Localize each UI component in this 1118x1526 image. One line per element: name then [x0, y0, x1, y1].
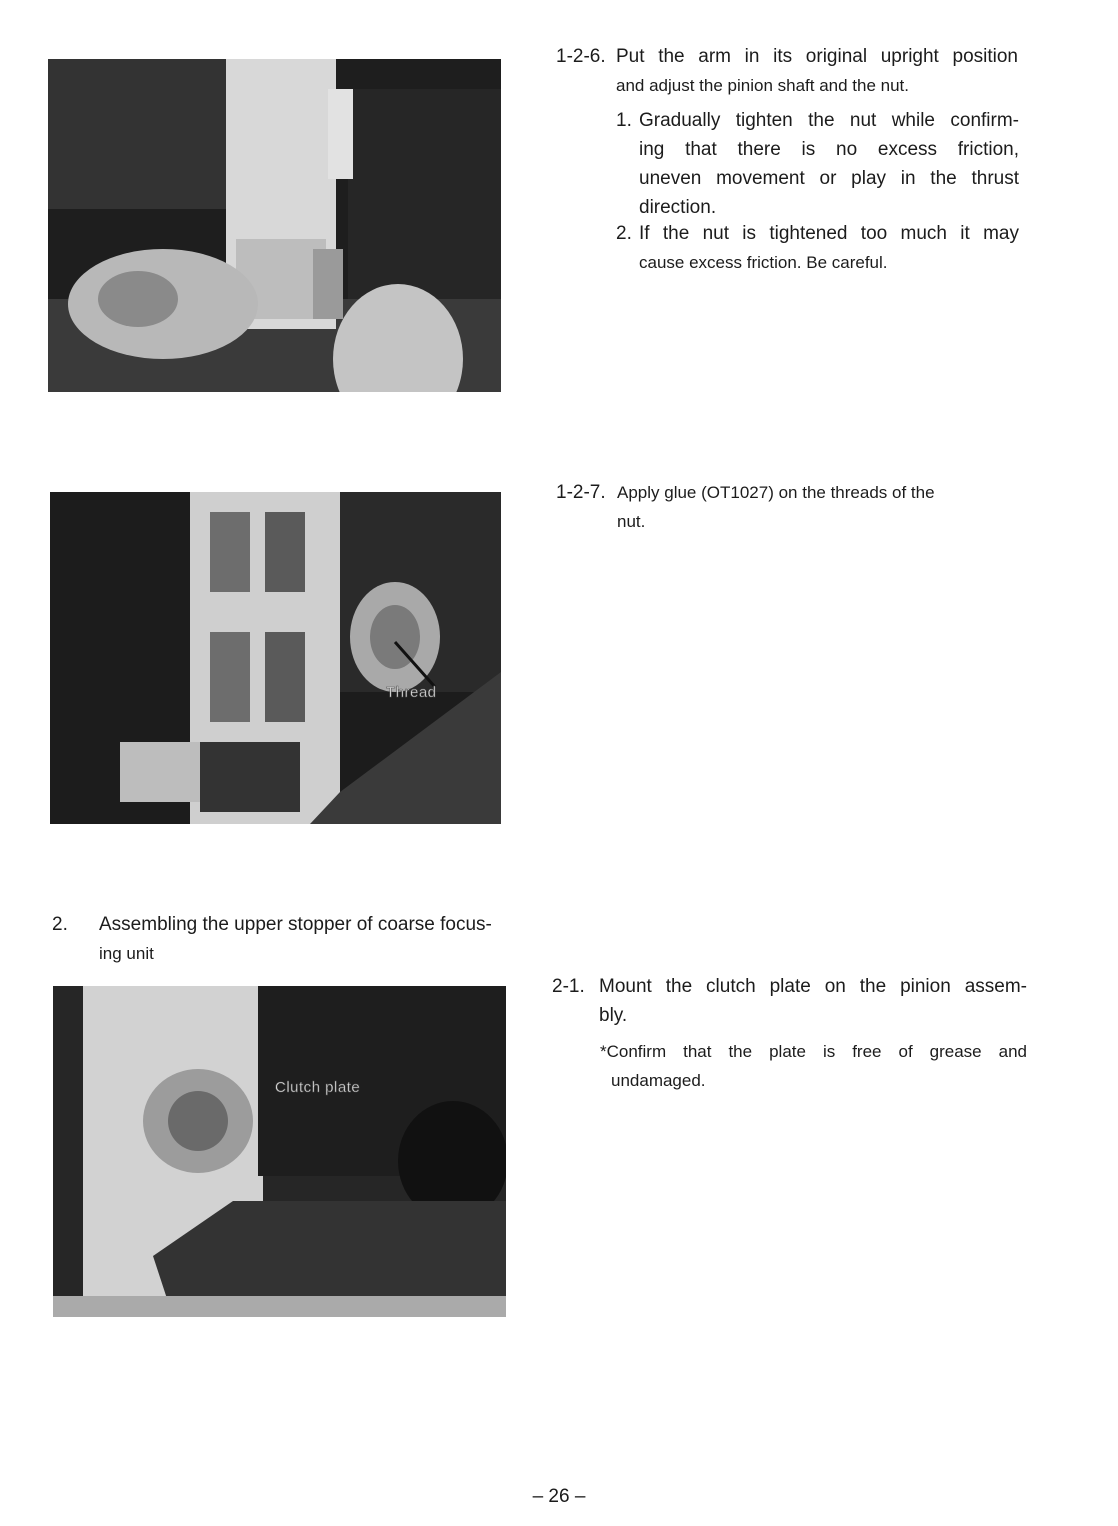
- s127-line2: nut.: [617, 512, 646, 531]
- s21-note-line1: *Confirm that the plate is free of grease and: [600, 1042, 1027, 1061]
- page-number: – 26 –: [532, 1486, 586, 1507]
- s21-line2: bly.: [599, 1005, 628, 1026]
- s126-item2-number: 2.: [616, 223, 632, 244]
- section-number-1-2-6: 1-2-6.: [556, 46, 606, 67]
- section-number-2-1: 2-1.: [552, 976, 585, 997]
- s126-item1-line1: Gradually tighten the nut while confirm-: [639, 110, 1019, 131]
- s126-item1: [616, 106, 1026, 222]
- section-2-1: [552, 972, 1028, 1030]
- s126-item1-line2: ing that there is no excess friction,: [639, 139, 1019, 160]
- s126-item1-number: 1.: [616, 110, 632, 131]
- section-number-2: 2.: [52, 914, 68, 935]
- s21-note-line2: undamaged.: [611, 1071, 706, 1090]
- s2-heading-line1: Assembling the upper stopper of coarse focus-: [99, 914, 492, 935]
- section-2-heading: [52, 910, 542, 968]
- photo-clutch-plate: [53, 986, 506, 1317]
- photo-thread-illustration: [50, 492, 501, 824]
- s126-item1-line3: uneven movement or play in the thrust: [639, 168, 1019, 189]
- photo-arm-illustration: [48, 59, 501, 392]
- photo-thread-glue: [50, 492, 501, 824]
- callout-thread: Thread: [386, 684, 437, 701]
- photo-arm-adjustment: [48, 59, 501, 392]
- s2-heading-line2: ing unit: [99, 944, 154, 963]
- s127-line1: Apply glue (OT1027) on the threads of the: [617, 483, 935, 502]
- s126-intro-line2: and adjust the pinion shaft and the nut.: [616, 76, 910, 95]
- s21-note: [600, 1037, 1028, 1095]
- s126-intro-line1: Put the arm in its original upright position: [616, 46, 1018, 67]
- section-number-1-2-7: 1-2-7.: [556, 482, 606, 503]
- section-1-2-7: [556, 478, 1026, 536]
- s126-item2: [616, 219, 1026, 277]
- callout-clutch-plate: Clutch plate: [275, 1079, 361, 1096]
- photo-clutch-illustration: [53, 986, 506, 1317]
- section-1-2-6: [556, 42, 1026, 100]
- s126-item2-line1: If the nut is tightened too much it may: [639, 223, 1019, 244]
- s21-line1: Mount the clutch plate on the pinion assem-: [599, 976, 1027, 997]
- s126-item1-line4: direction.: [639, 197, 717, 218]
- s126-item2-line2: cause excess friction. Be careful.: [639, 253, 888, 272]
